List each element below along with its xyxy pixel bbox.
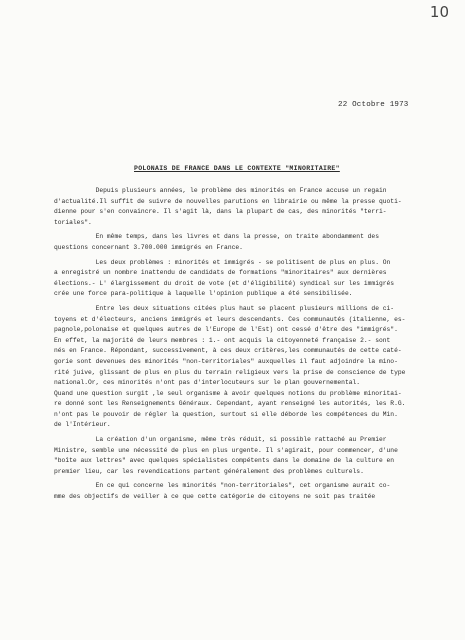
text-line: En ce qui concerne les minorités "non-territoriales", cet organisme aurait co- [54,482,391,490]
text-line: crée une force para-politique à laquelle l'opinion publique a été sensibilisée. [54,290,353,298]
text-line: a enregistré un nombre inattendu de candidats de formations "minoritaires" aux dernières [54,269,387,277]
text-line: de l'Intérieur. [54,421,111,429]
paragraph [54,186,458,228]
document-body [54,186,458,503]
text-line: En effet, la majorité de leurs membres : 1.- ont acquis la citoyenneté française 2.- sont [54,336,391,344]
text-line: Quand une question surgit ,le seul organisme à avoir quelques notions du problème minoritai- [54,389,402,397]
text-line: Ministre, semble une nécessité de plus en plus urgente. Il s'agirait, pour commencer, d'une [54,446,398,454]
paragraph [54,304,458,431]
text-line: élections.- L' élargissement du droit de vote (et d'éligibilité) syndical sur les immigrés [54,279,395,287]
text-line: gorie sont devenues des minorités "non-territoriales" auxquelles il faut adjoindre la mino- [54,357,398,365]
text-line: "boîte aux lettres" avec quelques spécialistes compétents dans le domaine de la culture en [54,457,395,465]
paragraph [54,481,458,502]
text-line: En même temps, dans les livres et dans la presse, on traite abondamment des [54,233,379,241]
text-line: questions concernant 3.700.000 immigrés en France. [54,243,243,251]
paragraph [54,232,458,253]
text-line: d'actualité.Il suffit de suivre de nouvelles parutions en librairie ou même la presse quoti- [54,197,402,205]
document-title: POLONAIS DE FRANCE DANS LE CONTEXTE "MINORITAIRE" [134,165,340,172]
paragraph [54,258,458,300]
text-line: re donné sont les Renseignements Généraux. Cependant, ayant renseigné les autorités, les R.G. [54,400,406,408]
text-line: toriales". [54,218,92,226]
text-line: premier lieu, car les revendications partent généralement des problèmes culturels. [54,467,364,475]
text-line: pagnole,polonaise et quelques autres de l'Europe de l'Est) ont cessé d'être des "immigrés". [54,326,398,334]
text-line: nés en France. Répondant, successivement, à ces deux critères,les communautés de cette caté- [54,347,402,355]
page-number: 10 [429,3,449,21]
text-line: toyens et d'électeurs, anciens immigrés et leurs descendants. Ces communautés (italienne, es- [54,315,406,323]
text-line: rité juive, glissant de plus en plus du terrain religieux vers la prise de conscience de type [54,368,406,376]
document-date: 22 Octobre 1973 [338,101,409,109]
text-line: Les deux problèmes : minorités et immigrés - se politisent de plus en plus. On [54,258,391,266]
text-line: dienne pour s'en convaincre. Il s'agit là, dans la plupart de cas, des minorités "terri- [54,208,387,216]
text-line: Depuis plusieurs années, le problème des minorités en France accuse un regain [54,187,387,194]
text-line: La création d'un organisme, même très réduit, si possible rattaché au Premier [54,436,387,444]
text-line: Entre les deux situations citées plus haut se placent plusieurs millions de ci- [54,304,395,312]
paragraph [54,435,458,477]
text-line: mme des objectifs de veiller à ce que cette catégorie de citoyens ne soit pas traitée [54,493,376,501]
text-line: n'ont pas le pouvoir de régler la question, surtout si elle déborde les compétences du Min. [54,410,398,418]
text-line: national.Or, ces minorités n'ont pas d'interlocuteurs sur le plan gouvernemental. [54,379,361,387]
